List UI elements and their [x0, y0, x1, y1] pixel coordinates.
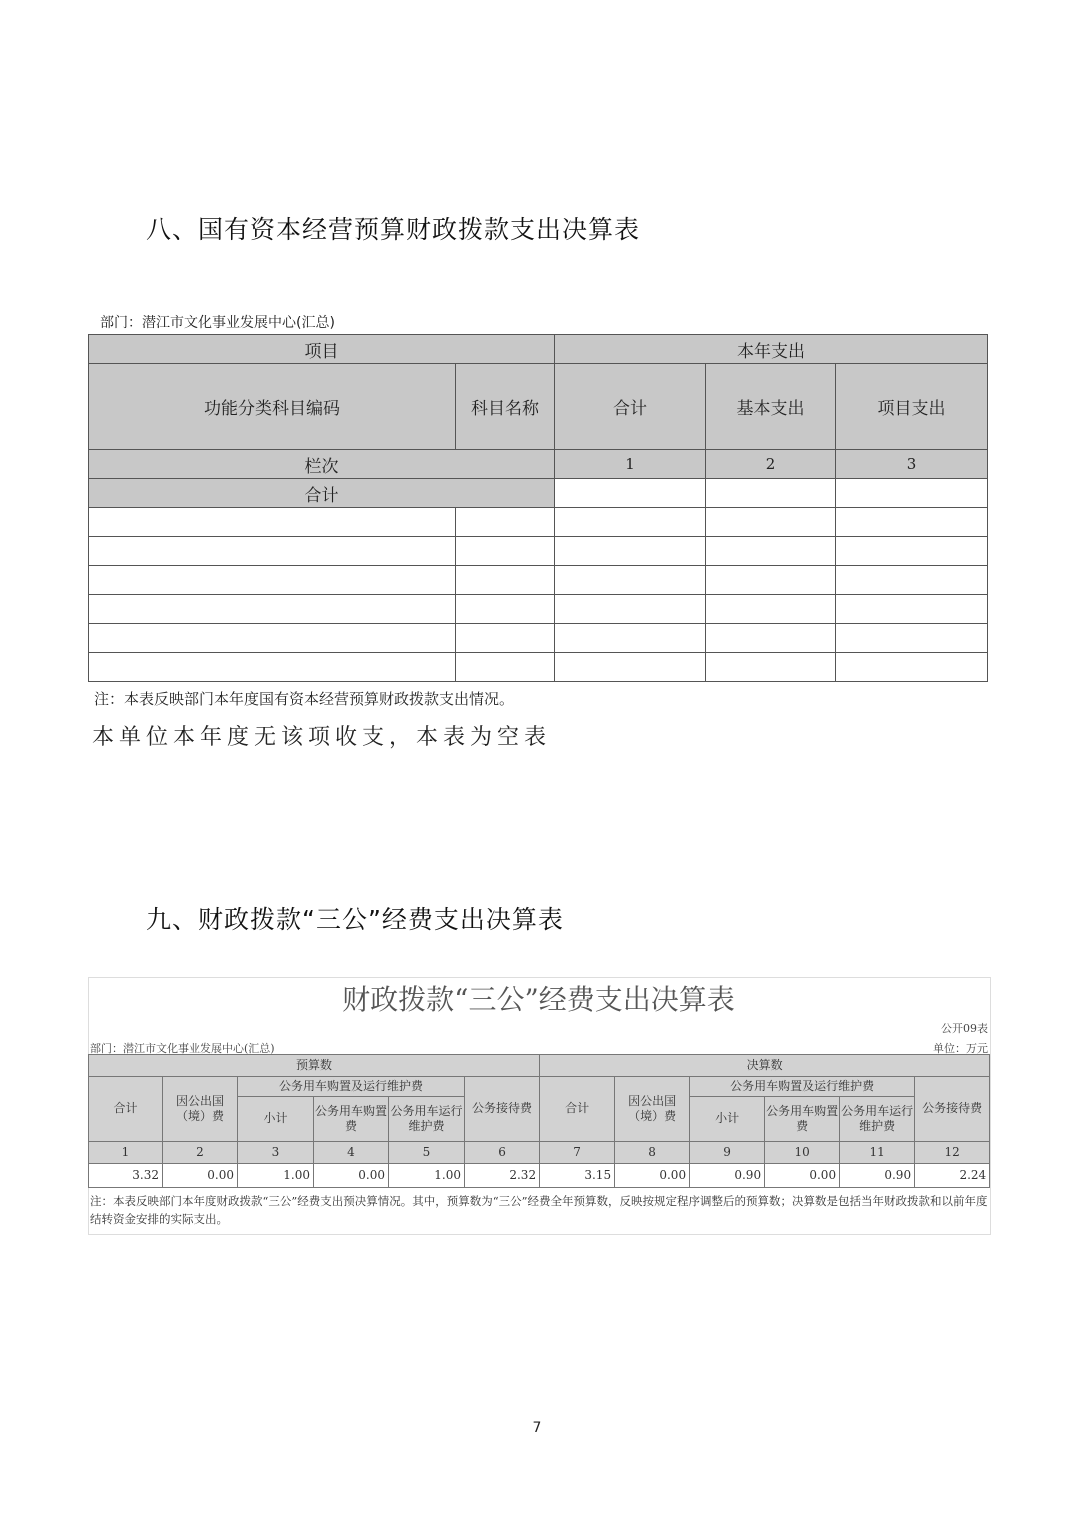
- col-number: 5: [389, 1141, 465, 1163]
- header-subtotal: 小计: [238, 1097, 314, 1141]
- col-number: 3: [238, 1141, 314, 1163]
- header-car-buy: 公务用车购置费: [314, 1097, 389, 1141]
- column-number-2: 2: [706, 450, 836, 479]
- empty-row: [89, 653, 988, 682]
- col-number: 6: [465, 1141, 540, 1163]
- col-number: 7: [540, 1141, 615, 1163]
- col-number: 10: [765, 1141, 840, 1163]
- header-car-group: 公务用车购置及运行维护费: [238, 1077, 465, 1097]
- header-current-year-expense: 本年支出: [555, 335, 988, 364]
- header-reception: 公务接待费: [465, 1077, 540, 1141]
- value-cell: 3.15: [540, 1163, 615, 1187]
- header-abroad: 因公出国（境）费: [615, 1077, 690, 1141]
- value-cell: 0.00: [163, 1163, 238, 1187]
- col-number: 12: [915, 1141, 990, 1163]
- header-total: 合计: [89, 1077, 163, 1141]
- empty-row: [89, 595, 988, 624]
- value-cell: 2.24: [915, 1163, 990, 1187]
- col-number: 8: [615, 1141, 690, 1163]
- column-number-1: 1: [555, 450, 706, 479]
- value-cell: 0.90: [690, 1163, 765, 1187]
- header-reception: 公务接待费: [915, 1077, 990, 1141]
- header-car-buy: 公务用车购置费: [765, 1097, 840, 1141]
- header-car-run: 公务用车运行维护费: [389, 1097, 465, 1141]
- final-group-header: 决算数: [540, 1055, 990, 1077]
- value-cell: 0.00: [765, 1163, 840, 1187]
- value-cell: 3.32: [89, 1163, 163, 1187]
- section-8-note: 注：本表反映部门本年度国有资本经营预算财政拨款支出情况。: [94, 690, 515, 708]
- empty-row: [89, 537, 988, 566]
- column-number-3: 3: [836, 450, 988, 479]
- section-9-note: 注：本表反映部门本年度财政拨款“三公”经费支出预决算情况。其中，预算数为“三公”经费全年预算数，反映按规定程序调整后的预算数；决算数是包括当年财政拨款和以前年度结转资金安排的实际支出。: [90, 1194, 988, 1226]
- section-8-title: 八、国有资本经营预算财政拨款支出决算表: [146, 215, 641, 244]
- header-total: 合计: [555, 364, 706, 450]
- empty-row: [89, 624, 988, 653]
- budget-group-header: 预算数: [89, 1055, 540, 1077]
- header-subtotal: 小计: [690, 1097, 765, 1141]
- value-cell: 2.32: [465, 1163, 540, 1187]
- section-8-department: 部门：潜江市文化事业发展中心(汇总): [100, 315, 335, 331]
- col-number: 4: [314, 1141, 389, 1163]
- empty-row: [89, 566, 988, 595]
- header-subject-name: 科目名称: [456, 364, 555, 450]
- column-row-label: 栏次: [89, 450, 555, 479]
- table-code: 公开09表: [941, 1022, 988, 1035]
- value-cell: 0.00: [314, 1163, 389, 1187]
- section-8-empty-note: 本单位本年度无该项收支，本表为空表: [92, 725, 552, 750]
- col-number: 1: [89, 1141, 163, 1163]
- value-cell: 0.00: [615, 1163, 690, 1187]
- header-item: 项目: [89, 335, 555, 364]
- header-basic: 基本支出: [706, 364, 836, 450]
- header-func-code: 功能分类科目编码: [89, 364, 456, 450]
- col-number: 2: [163, 1141, 238, 1163]
- value-cell: 1.00: [238, 1163, 314, 1187]
- value-cell: 1.00: [389, 1163, 465, 1187]
- value-cell: 0.90: [840, 1163, 915, 1187]
- section-9-title: 九、财政拨款“三公”经费支出决算表: [146, 905, 564, 934]
- total-cell: [555, 479, 706, 508]
- empty-row: [89, 508, 988, 537]
- header-car-run: 公务用车运行维护费: [840, 1097, 915, 1141]
- header-total: 合计: [540, 1077, 615, 1141]
- header-project: 项目支出: [836, 364, 988, 450]
- header-car-group: 公务用车购置及运行维护费: [690, 1077, 915, 1097]
- total-row-label: 合计: [89, 479, 555, 508]
- three-public-table-title: 财政拨款“三公”经费支出决算表: [342, 983, 735, 1016]
- col-number: 11: [840, 1141, 915, 1163]
- three-public-expense-table: [88, 1054, 990, 1188]
- section-9-department: 部门：潜江市文化事业发展中心(汇总): [90, 1042, 275, 1055]
- total-cell: [836, 479, 988, 508]
- state-capital-budget-table: [88, 334, 988, 682]
- total-cell: [706, 479, 836, 508]
- header-abroad: 因公出国（境）费: [163, 1077, 238, 1141]
- col-number: 9: [690, 1141, 765, 1163]
- page-number: 7: [532, 1420, 542, 1436]
- table-unit: 单位：万元: [933, 1042, 988, 1055]
